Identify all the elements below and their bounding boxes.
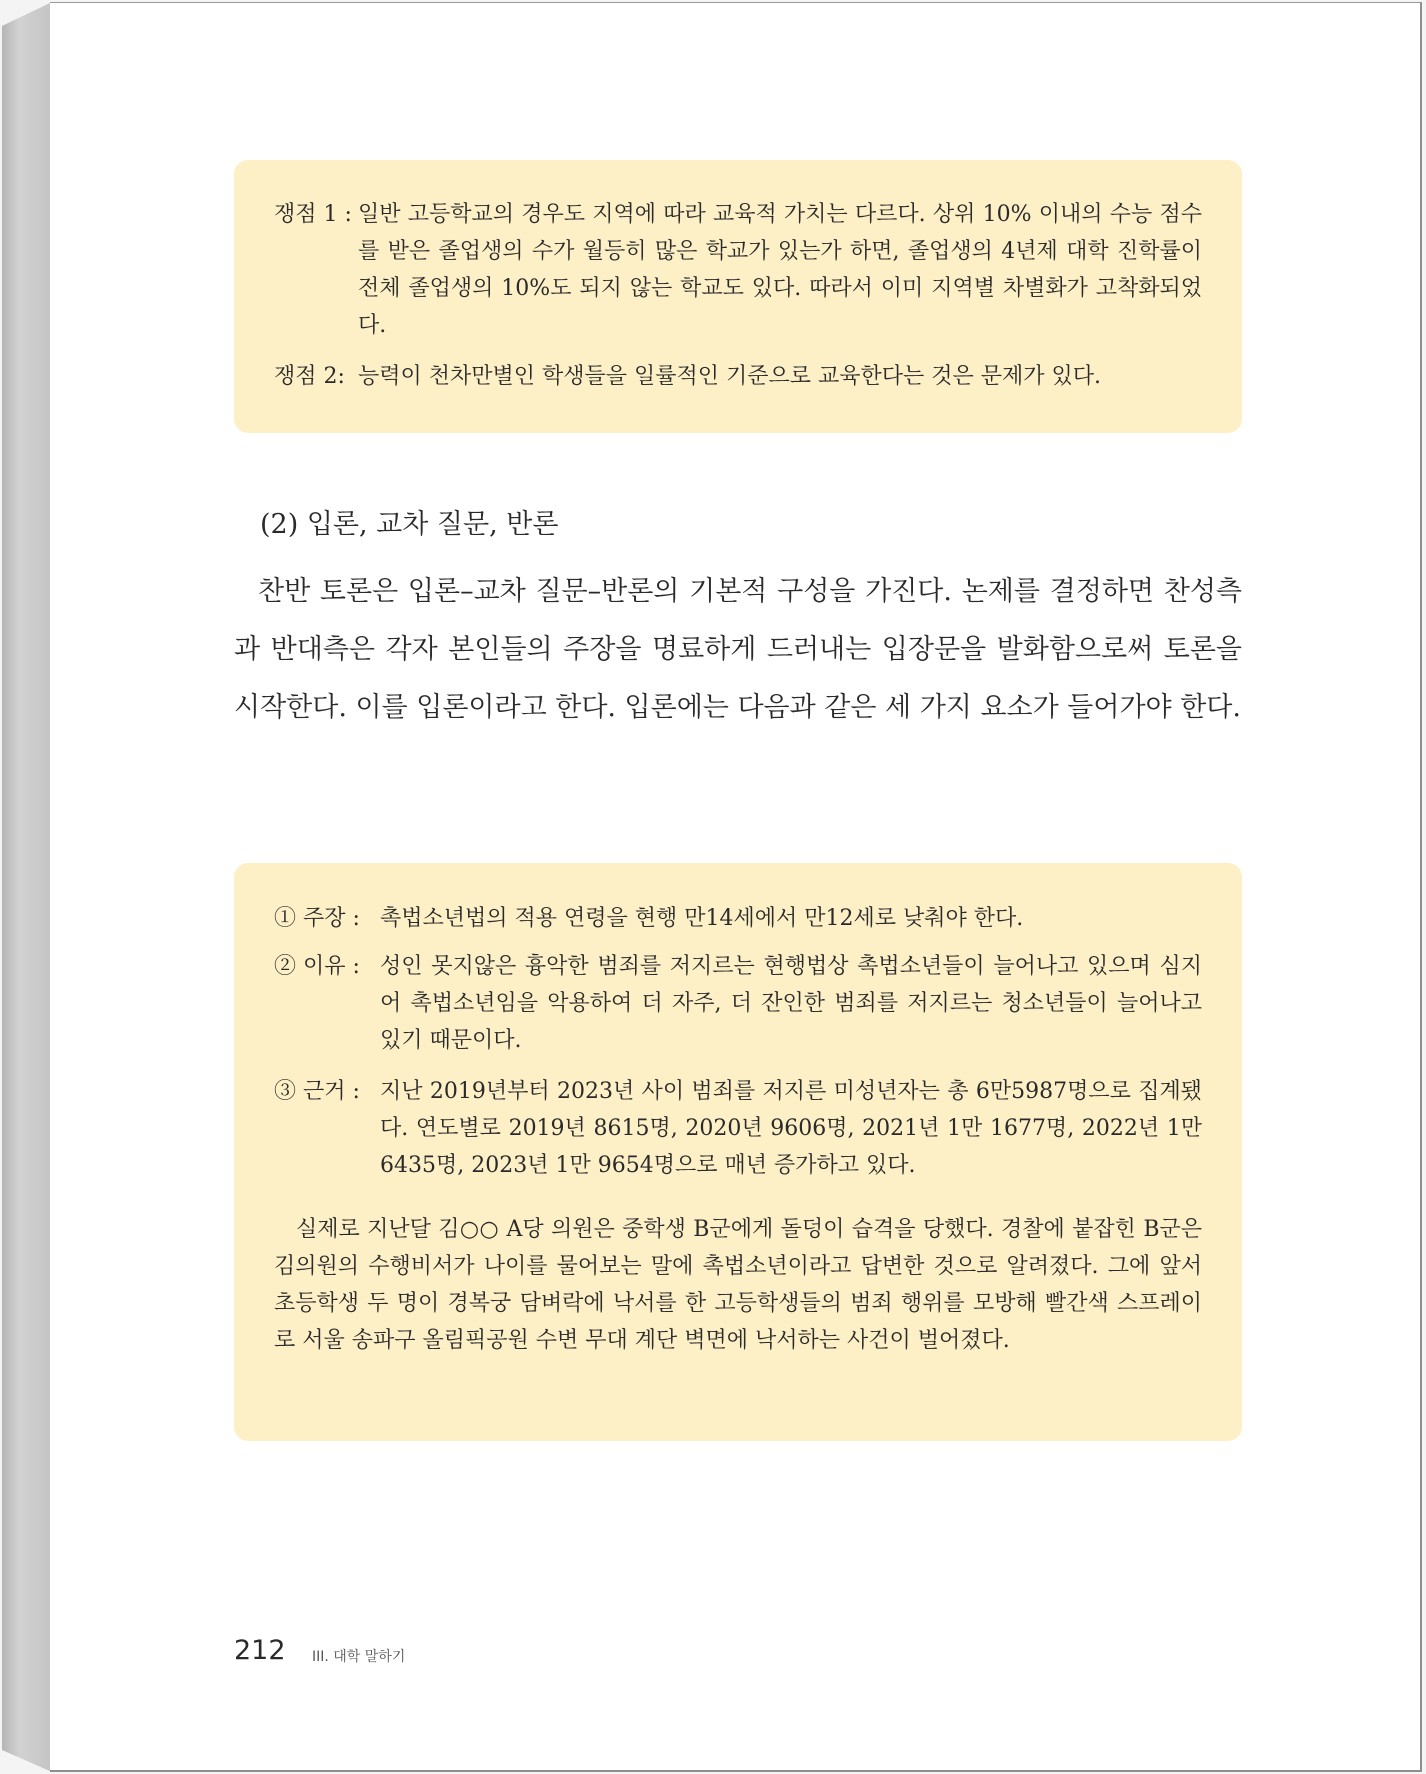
section-body: 찬반 토론은 입론–교차 질문–반론의 기본적 구성을 가진다. 논제를 결정하면 찬성측과 반대측은 각자 본인들의 주장을 명료하게 드러내는 입장문을 발화함으로써 토론을 시작한다. 이를 입론이라고 한다. 입론에는 다음과 같은 세 가지 요소가 들어가야 한다. (234, 576, 1242, 723)
issue-2 (274, 358, 1202, 395)
issues-box (234, 160, 1242, 433)
reason-text: 성인 못지않은 흉악한 범죄를 저지르는 현행법상 촉법소년들이 늘어나고 있으며 심지어 촉법소년임을 악용하여 더 자주, 더 잔인한 범죄를 저지르는 청소년들이 늘어나고 있기 때문이다. (380, 954, 1202, 1053)
running-head: III. 대학 말하기 (312, 1649, 406, 1665)
evidence-label: ③ 근거 : (274, 1079, 360, 1104)
book-spine (2, 2, 52, 1772)
section-heading: (2) 입론, 교차 질문, 반론 (260, 509, 559, 540)
claim-label: ① 주장 : (274, 906, 360, 931)
page-number: 212 (234, 1635, 286, 1666)
claim-item (274, 900, 1202, 937)
example-paragraph: 실제로 지난달 김○○ A당 의원은 중학생 B군에게 돌덩이 습격을 당했다. 경찰에 붙잡힌 B군은 김의원의 수행비서가 나이를 물어보는 말에 촉법소년이라고 답변한 것으로 알려졌다. 그에 앞서 초등학생 두 명이 경복궁 담벼락에 낙서를 한 고등학생들의 범죄 행위를 모방해 빨간색 스프레이로 서울 송파구 올림픽공원 수변 무대 계단 벽면에 낙서하는 사건이 벌어졌다. (274, 1217, 1202, 1353)
evidence-item (274, 1073, 1202, 1184)
example-box (234, 863, 1242, 1441)
reason-label: ② 이유 : (274, 954, 360, 979)
issue-1-label: 쟁점 1 : (274, 202, 352, 227)
issue-2-label: 쟁점 2: (274, 364, 345, 389)
issue-2-text: 능력이 천차만별인 학생들을 일률적인 기준으로 교육한다는 것은 문제가 있다. (358, 364, 1102, 389)
reason-item (274, 948, 1202, 1059)
issue-1 (274, 196, 1202, 344)
page (50, 2, 1422, 1772)
issue-1-text: 일반 고등학교의 경우도 지역에 따라 교육적 가치는 다르다. 상위 10% 이내의 수능 점수 를 받은 졸업생의 수가 월등히 많은 학교가 있는가 하면, 졸업생의 4년제 대학 진학률이 전체 졸업생의 10%도 되지 않는 학교도 있다. 따라서 이미 지역별 차별화가 고착화되었다. (358, 202, 1202, 338)
evidence-text: 지난 2019년부터 2023년 사이 범죄를 저지른 미성년자는 총 6만5987명으로 집계됐다. 연도별로 2019년 8615명, 2020년 9606명, 2021년 1만 1677명, 2022년 1만 6435명, 2023년 1만 9654명으로 매년 증가하고 있다. (380, 1079, 1202, 1178)
claim-text: 촉법소년법의 적용 연령을 현행 만14세에서 만12세로 낮춰야 한다. (380, 906, 1024, 931)
